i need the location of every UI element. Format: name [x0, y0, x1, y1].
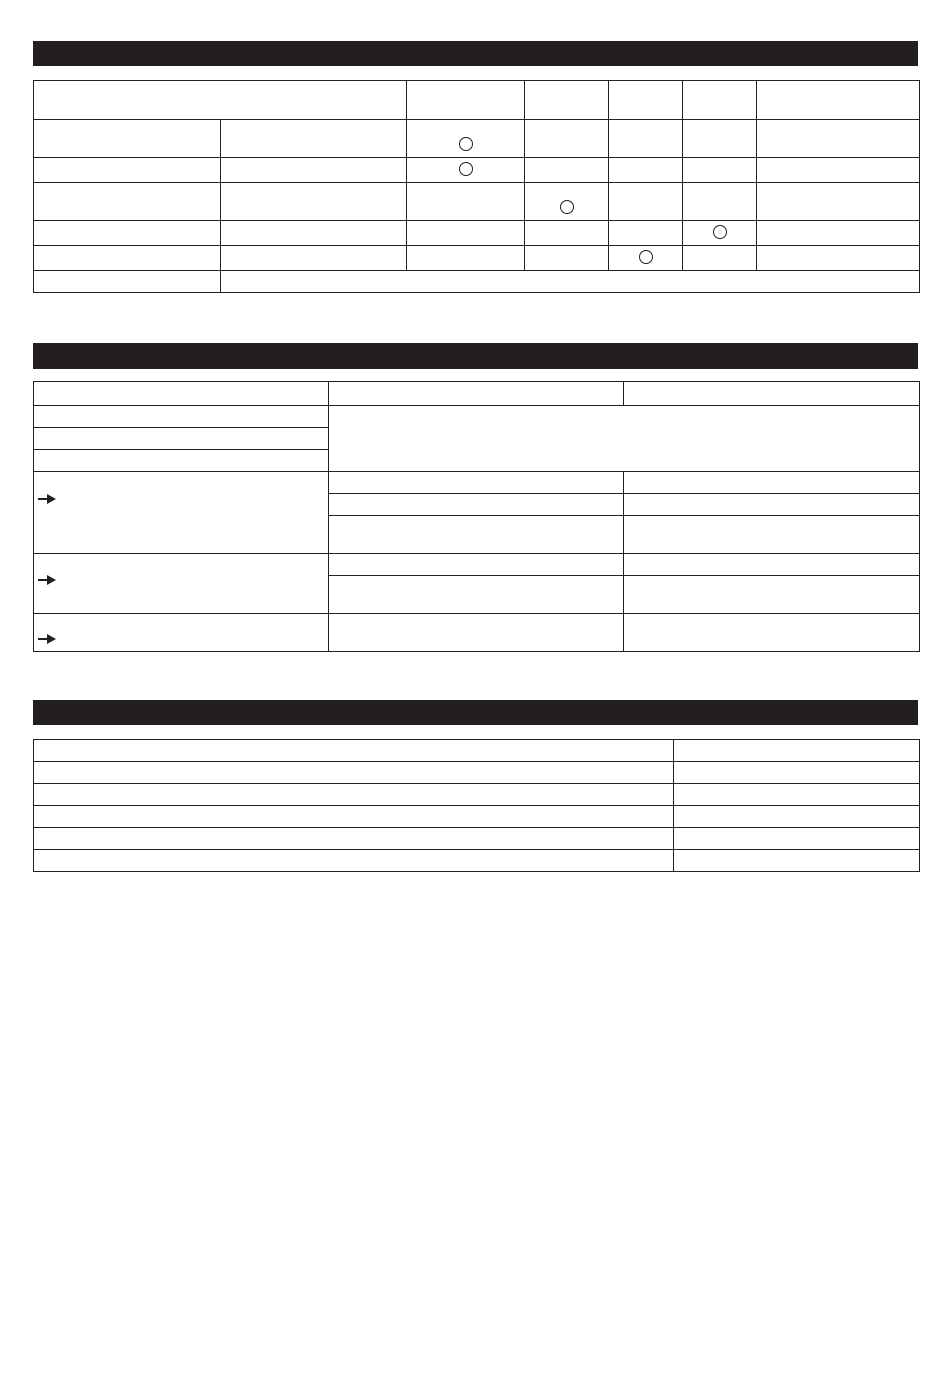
mark-cell — [407, 158, 525, 183]
table-row — [34, 554, 920, 576]
mark-cell — [683, 120, 757, 158]
merged-description-cell — [329, 406, 920, 472]
mark-cell — [683, 158, 757, 183]
mark-cell — [609, 158, 683, 183]
matrix-header-cell — [683, 81, 757, 120]
mark-cell — [609, 246, 683, 271]
list-item-value — [674, 740, 920, 762]
matrix-header-cell — [525, 81, 609, 120]
row-note — [757, 158, 920, 183]
mark-cell — [407, 120, 525, 158]
row-label-a — [34, 120, 221, 158]
mark-cell — [407, 246, 525, 271]
section-header-bar-1 — [33, 41, 918, 66]
table-row — [34, 81, 920, 120]
row-label-b — [221, 246, 407, 271]
list-item-label — [34, 762, 674, 784]
group-row-label — [34, 428, 329, 450]
row-label-b — [221, 120, 407, 158]
row-label-a — [34, 221, 221, 246]
transition-cell — [624, 576, 920, 614]
row-note — [757, 246, 920, 271]
table-row — [34, 806, 920, 828]
footer-label — [34, 271, 221, 293]
mark-cell — [525, 158, 609, 183]
section-header-bar-3 — [33, 700, 918, 725]
transitions-header-cell — [624, 382, 920, 406]
row-note — [757, 183, 920, 221]
transition-cell — [624, 554, 920, 576]
transition-block-label — [34, 472, 329, 554]
table-row — [34, 158, 920, 183]
mark-cell — [609, 221, 683, 246]
list-item-value — [674, 806, 920, 828]
group-row-label — [34, 406, 329, 428]
list-item-label — [34, 784, 674, 806]
transitions-table — [33, 381, 920, 652]
table-row — [34, 120, 920, 158]
table-row — [34, 271, 920, 293]
row-label-b — [221, 221, 407, 246]
list-table — [33, 739, 920, 872]
row-label-a — [34, 246, 221, 271]
right-arrow-icon — [38, 634, 56, 644]
circle-mark-icon — [560, 200, 574, 214]
list-item-value — [674, 828, 920, 850]
matrix-header-cell — [757, 81, 920, 120]
row-note — [757, 120, 920, 158]
mark-cell — [407, 221, 525, 246]
transitions-header-cell — [329, 382, 624, 406]
list-item-label — [34, 806, 674, 828]
list-item-value — [674, 784, 920, 806]
mark-cell — [525, 221, 609, 246]
transition-cell — [624, 516, 920, 554]
footer-value — [221, 271, 920, 293]
right-arrow-icon — [38, 494, 56, 504]
table-row — [34, 246, 920, 271]
row-label-a — [34, 158, 221, 183]
matrix-header-cell — [407, 81, 525, 120]
table-row — [34, 221, 920, 246]
matrix-header-cell — [609, 81, 683, 120]
list-item-value — [674, 850, 920, 872]
mark-cell — [683, 221, 757, 246]
transition-block-label — [34, 614, 329, 652]
transition-cell — [329, 472, 624, 494]
table-row — [34, 762, 920, 784]
circle-mark-icon — [459, 137, 473, 151]
mark-cell — [407, 183, 525, 221]
list-item-value — [674, 762, 920, 784]
mark-cell — [609, 120, 683, 158]
transition-block-label — [34, 554, 329, 614]
transition-cell — [329, 576, 624, 614]
row-label-b — [221, 158, 407, 183]
section-header-bar-2 — [33, 343, 918, 369]
list-item-label — [34, 828, 674, 850]
row-label-b — [221, 183, 407, 221]
table-row — [34, 614, 920, 652]
transition-cell — [624, 472, 920, 494]
table-row — [34, 183, 920, 221]
transition-cell — [329, 554, 624, 576]
circle-mark-icon — [713, 225, 727, 239]
list-item-label — [34, 850, 674, 872]
table-row — [34, 382, 920, 406]
table-row — [34, 406, 920, 428]
transition-cell — [624, 614, 920, 652]
transition-cell — [329, 516, 624, 554]
table-row — [34, 740, 920, 762]
transition-cell — [624, 494, 920, 516]
circle-mark-icon — [459, 162, 473, 176]
table-row — [34, 850, 920, 872]
matrix-table — [33, 80, 920, 293]
mark-cell — [683, 183, 757, 221]
mark-cell — [525, 246, 609, 271]
circle-mark-icon — [639, 250, 653, 264]
transition-cell — [329, 614, 624, 652]
transitions-header-cell — [34, 382, 329, 406]
mark-cell — [525, 120, 609, 158]
list-item-label — [34, 740, 674, 762]
transition-cell — [329, 494, 624, 516]
mark-cell — [683, 246, 757, 271]
mark-cell — [609, 183, 683, 221]
row-note — [757, 221, 920, 246]
row-label-a — [34, 183, 221, 221]
right-arrow-icon — [38, 575, 56, 585]
group-row-label — [34, 450, 329, 472]
table-row — [34, 784, 920, 806]
table-row — [34, 828, 920, 850]
table-row — [34, 472, 920, 494]
mark-cell — [525, 183, 609, 221]
matrix-header-cell — [34, 81, 407, 120]
